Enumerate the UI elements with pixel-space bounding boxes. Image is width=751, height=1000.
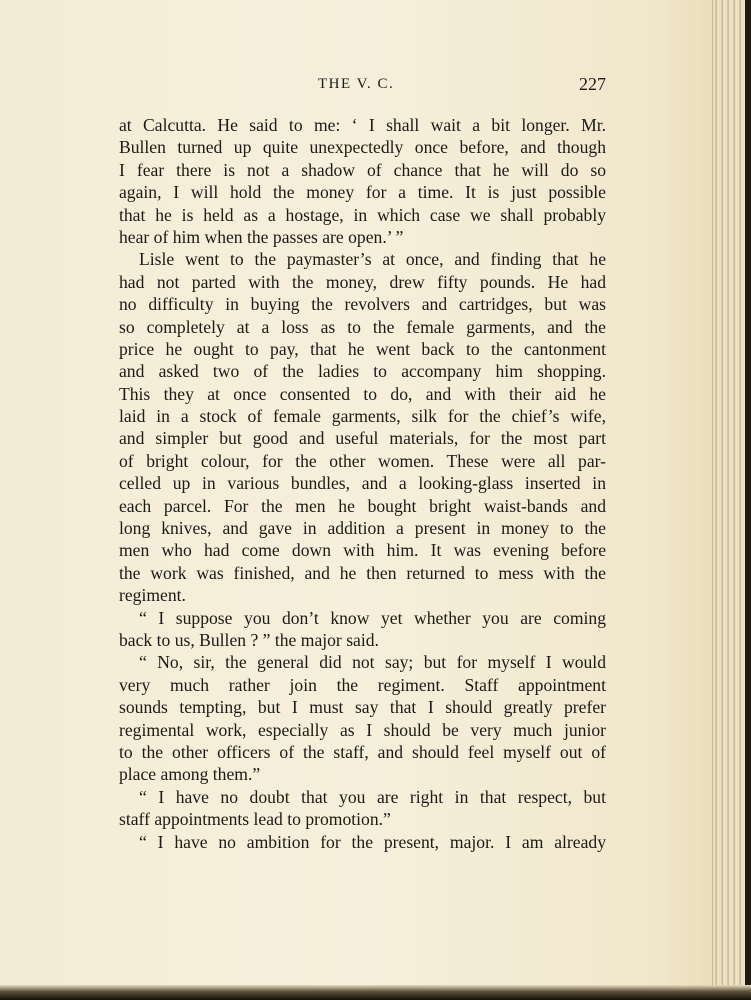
- text-line: again, I will hold the money for a time. It is just possible: [119, 182, 606, 203]
- text-line: I fear there is not a shadow of chance that he will do so: [119, 159, 606, 180]
- text-line: regiment.: [119, 585, 186, 606]
- text-line: no difficulty in buying the revolvers and cartridges, but was: [119, 294, 606, 315]
- text-line: and simpler but good and useful materials, for the most part: [119, 428, 606, 449]
- text-line: Bullen turned up quite unexpectedly once before, and though: [119, 137, 606, 158]
- text-line: Lisle went to the paymaster’s at once, and finding that he: [139, 249, 606, 270]
- text-line: very much rather join the regiment. Staff appointment: [119, 674, 606, 695]
- bottom-shadow: [0, 985, 751, 1000]
- text-line: staff appointments lead to promotion.”: [119, 809, 391, 830]
- text-line: back to us, Bullen ? ” the major said.: [119, 629, 379, 650]
- text-line: “ I have no ambition for the present, major. I am already: [139, 831, 606, 852]
- text-line: and asked two of the ladies to accompany him shopping.: [119, 361, 606, 382]
- text-line: place among them.”: [119, 764, 261, 785]
- body-text: [119, 114, 606, 853]
- text-line: to the other officers of the staff, and should feel myself out of: [119, 741, 606, 762]
- text-line: “ I have no doubt that you are right in that respect, but: [139, 786, 606, 807]
- text-line: long knives, and gave in addition a present in money to the: [119, 518, 606, 539]
- book-edge-shadow: [745, 0, 751, 1000]
- text-line: that he is held as a hostage, in which case we shall probably: [119, 204, 606, 225]
- text-line: price he ought to pay, that he went back to the cantonment: [119, 338, 606, 359]
- page-number: 227: [579, 74, 606, 94]
- text-line: laid in a stock of female garments, silk for the chief’s wife,: [119, 406, 606, 427]
- text-line: “ No, sir, the general did not say; but for myself I would: [139, 652, 606, 673]
- text-line: sounds tempting, but I must say that I should greatly prefer: [119, 697, 606, 718]
- text-line: each parcel. For the men he bought bright waist-bands and: [119, 495, 606, 516]
- page-header: [118, 74, 606, 100]
- text-line: regimental work, especially as I should be very much junior: [119, 719, 606, 740]
- text-line: celled up in various bundles, and a looking-glass inserted in: [119, 473, 606, 494]
- text-line: so completely at a loss as to the female garments, and the: [119, 316, 606, 337]
- text-line: the work was finished, and he then returned to mess with the: [119, 562, 606, 583]
- text-line: This they at once consented to do, and with their aid he: [119, 383, 606, 404]
- text-line: at Calcutta. He said to me: ‘ I shall wait a bit longer. Mr.: [119, 115, 606, 135]
- text-line: men who had come down with him. It was evening before: [119, 540, 606, 561]
- text-line: “ I suppose you don’t know yet whether you are coming: [139, 607, 606, 628]
- running-title: THE V. C.: [318, 76, 395, 92]
- text-line: of bright colour, for the other women. These were all par-: [119, 450, 606, 471]
- text-line: had not parted with the money, drew fifty pounds. He had: [119, 271, 606, 292]
- text-line: hear of him when the passes are open.’ ”: [119, 226, 404, 247]
